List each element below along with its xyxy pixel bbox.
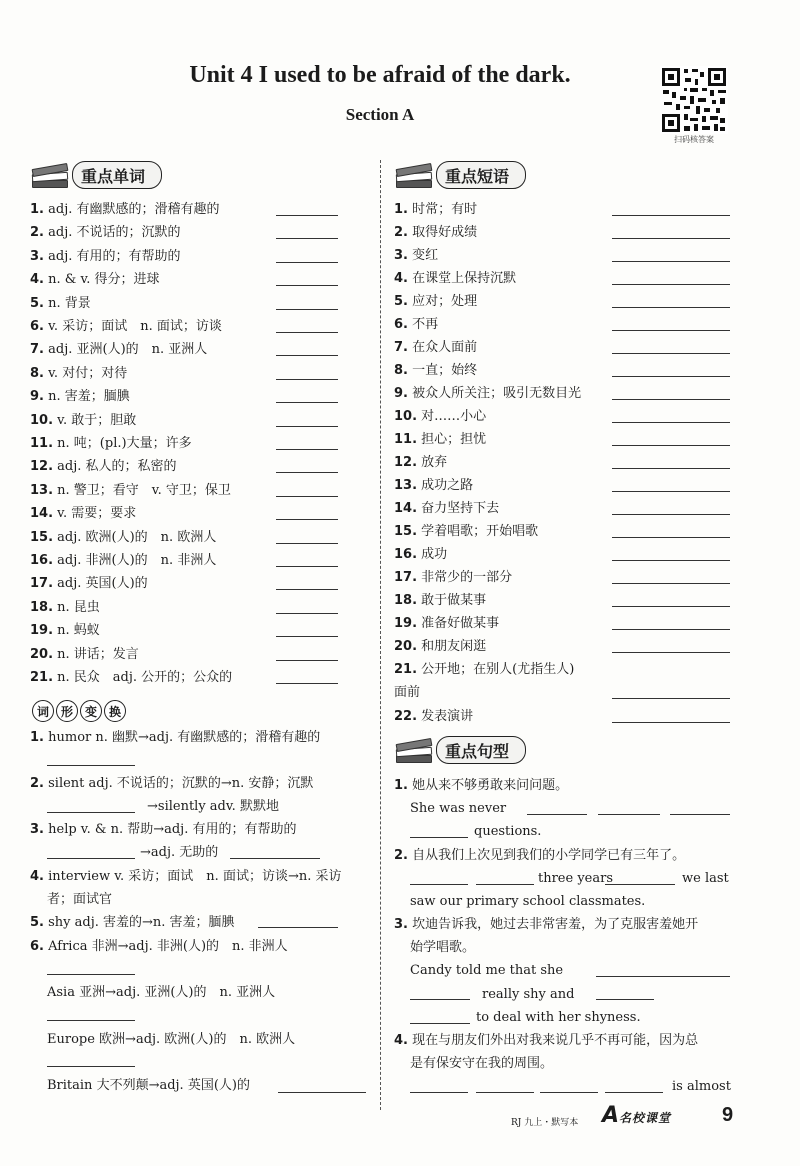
phrase-item-number: 19. — [394, 616, 418, 631]
phrase-item-number: 20. — [394, 639, 418, 654]
word-form-line-text: 者；面试官 — [47, 892, 113, 907]
phrase-item — [394, 475, 473, 497]
phrase-item-number: 17. — [394, 570, 418, 585]
phrase-item-number: 7. — [394, 340, 408, 355]
vocab-item-text: adj. 有用的；有帮助的 — [48, 248, 181, 264]
phrase-item-text: 应对；处理 — [412, 294, 478, 309]
vocab-item — [30, 293, 91, 315]
vocab-item — [30, 527, 216, 549]
sentence-line — [410, 1053, 553, 1075]
answer-blank[interactable] — [612, 583, 730, 584]
word-form-line — [147, 796, 279, 818]
vocab-item-number: 3. — [30, 248, 44, 264]
vocab-item-text: adj. 不说话的；沉默的 — [48, 225, 181, 241]
phrase-item-number: 14. — [394, 501, 418, 516]
answer-blank[interactable] — [612, 491, 730, 492]
sentences-header-label: 重点句型 — [436, 736, 526, 764]
vocab-item-text: adj. 英国(人)的 — [57, 576, 148, 592]
answer-blank[interactable] — [410, 837, 468, 838]
answer-blank[interactable] — [612, 215, 730, 216]
vocab-item-number: 15. — [30, 529, 54, 545]
phrase-item-text: 取得好成绩 — [412, 225, 478, 240]
answer-blank[interactable] — [410, 1092, 468, 1093]
page-title: Unit 4 I used to be afraid of the dark. — [189, 62, 571, 88]
answer-blank[interactable] — [598, 814, 660, 815]
sentence-line — [410, 960, 563, 982]
sentence-line-number: 4. — [394, 1033, 408, 1048]
sentence-line — [394, 845, 685, 867]
vocab-item-number: 17. — [30, 576, 54, 592]
sentence-line-text: questions. — [474, 824, 542, 839]
sentence-line-text: is almost — [672, 1079, 731, 1094]
answer-blank[interactable] — [596, 999, 654, 1000]
word-form-line-number: 2. — [30, 776, 44, 791]
phrase-item-number: 4. — [394, 271, 408, 286]
answer-blank[interactable] — [612, 330, 730, 331]
sentence-line — [394, 914, 698, 936]
sentence-line — [672, 1076, 731, 1098]
column-divider — [380, 160, 381, 1110]
vocab-item — [30, 339, 207, 361]
phrase-item-number: 8. — [394, 363, 408, 378]
sentence-line-text: 坎迪告诉我，她过去非常害羞，为了克服害羞她开 — [412, 917, 699, 932]
answer-blank[interactable] — [612, 629, 730, 630]
vocab-item — [30, 269, 160, 291]
answer-blank[interactable] — [276, 543, 338, 544]
phrase-item-text: 和朋友闲逛 — [421, 639, 487, 654]
answer-blank[interactable] — [410, 1023, 470, 1024]
phrase-item — [394, 268, 516, 290]
word-form-line-number: 5. — [30, 915, 44, 930]
vocab-item-number: 8. — [30, 365, 44, 381]
answer-blank[interactable] — [276, 449, 338, 450]
answer-blank[interactable] — [612, 376, 730, 377]
answer-blank[interactable] — [258, 927, 338, 928]
word-form-line — [47, 1029, 295, 1051]
sentence-line-number: 1. — [394, 778, 408, 793]
answer-blank[interactable] — [276, 566, 338, 567]
phrase-item-text: 放弃 — [421, 455, 448, 470]
answer-blank[interactable] — [276, 355, 338, 356]
word-forms-tag-char: 变 — [80, 700, 102, 722]
answer-blank[interactable] — [276, 636, 338, 637]
answer-blank[interactable] — [276, 285, 338, 286]
sentence-line — [538, 868, 613, 890]
vocab-item-text: n. 讲话；发言 — [57, 646, 139, 662]
word-forms-tag-char: 词 — [32, 700, 54, 722]
vocab-item-number: 4. — [30, 272, 44, 288]
vocab-item-text: adj. 私人的；私密的 — [57, 459, 177, 475]
word-form-line — [30, 727, 320, 749]
footer-edition: RJ 九上・默写本 — [511, 1118, 579, 1128]
phrase-item-number: 10. — [394, 409, 418, 424]
phrase-item-number: 18. — [394, 593, 418, 608]
sentence-line-text: Candy told me that she — [410, 963, 564, 978]
vocab-item-text: n. 害羞；腼腆 — [48, 389, 130, 405]
vocab-item-text: n. & v. 得分；进球 — [48, 272, 160, 288]
answer-blank[interactable] — [276, 589, 338, 590]
word-form-line-number: 3. — [30, 822, 44, 837]
answer-blank[interactable] — [276, 613, 338, 614]
books-icon — [394, 162, 434, 188]
vocab-item-number: 7. — [30, 342, 44, 358]
phrase-item-text: 发表演讲 — [421, 709, 474, 724]
answer-blank[interactable] — [276, 379, 338, 380]
sentence-line — [410, 937, 475, 959]
vocab-item-number: 9. — [30, 389, 44, 405]
word-form-line-text: shy adj. 害羞的→n. 害羞；腼腆 — [48, 915, 235, 930]
phrase-item-text: 敢于做某事 — [421, 593, 487, 608]
phrase-item — [394, 706, 473, 728]
vocab-item — [30, 222, 181, 244]
sentence-line-text: 始学唱歌。 — [410, 940, 476, 955]
word-forms-tag-char: 形 — [56, 700, 78, 722]
phrase-item — [394, 521, 538, 543]
phrase-item-number: 21. — [394, 662, 418, 677]
word-form-line-text: Asia 亚洲→adj. 亚洲(人)的 n. 亚洲人 — [47, 985, 276, 1000]
vocab-item-text: adj. 亚洲(人)的 n. 亚洲人 — [48, 342, 208, 358]
vocab-item — [30, 199, 220, 221]
phrase-item-number: 12. — [394, 455, 418, 470]
phrase-item-text: 在众人面前 — [412, 340, 478, 355]
brand-logo-text: 名校课堂 — [619, 1111, 672, 1125]
vocab-header — [30, 160, 162, 190]
phrase-item — [394, 567, 512, 589]
vocab-item-number: 12. — [30, 459, 54, 475]
answer-blank[interactable] — [47, 812, 135, 813]
vocab-item — [30, 503, 136, 525]
phrase-item — [394, 314, 438, 336]
phrase-item-text: 时常；有时 — [412, 202, 478, 217]
brand-logo — [602, 1103, 671, 1128]
phrase-item-number: 2. — [394, 225, 408, 240]
answer-blank[interactable] — [278, 1092, 366, 1093]
word-form-line — [140, 842, 218, 864]
answer-blank[interactable] — [276, 309, 338, 310]
phrase-item — [394, 544, 447, 566]
vocab-item — [30, 620, 100, 642]
answer-blank[interactable] — [670, 814, 730, 815]
answer-blank[interactable] — [612, 353, 730, 354]
sentence-line-text: 她从来不够勇敢来问问题。 — [412, 778, 569, 793]
sentence-line — [394, 1030, 698, 1052]
phrase-item-text: 成功之路 — [421, 478, 474, 493]
sentence-line-number: 3. — [394, 917, 408, 932]
answer-blank[interactable] — [276, 215, 338, 216]
sentence-line — [682, 868, 729, 890]
vocab-item — [30, 410, 136, 432]
phrase-item-text: 公开地；在别人(尤指生人) — [421, 662, 575, 677]
answer-blank[interactable] — [47, 858, 135, 859]
phrase-item — [394, 613, 499, 635]
vocab-item-text: v. 敢于；胆敢 — [57, 412, 137, 428]
vocab-item — [30, 363, 127, 385]
answer-blank[interactable] — [276, 519, 338, 520]
page-number: 9 — [722, 1104, 734, 1126]
sentence-line-number: 2. — [394, 848, 408, 863]
word-form-line-text: Europe 欧洲→adj. 欧洲(人)的 n. 欧洲人 — [47, 1032, 296, 1047]
answer-blank[interactable] — [612, 514, 730, 515]
sentence-line-text: She was never — [410, 801, 507, 816]
vocab-item-number: 2. — [30, 225, 44, 241]
vocab-item-text: v. 需要；要求 — [57, 506, 137, 522]
phrase-item-number: 9. — [394, 386, 408, 401]
books-icon — [30, 162, 70, 188]
answer-blank[interactable] — [612, 606, 730, 607]
vocab-item — [30, 550, 216, 572]
answer-blank[interactable] — [605, 1092, 663, 1093]
vocab-item-text: n. 昆虫 — [57, 599, 100, 615]
answer-blank[interactable] — [276, 332, 338, 333]
sentence-line — [410, 891, 645, 913]
word-form-line-number: 6. — [30, 939, 44, 954]
word-forms-tag-char: 换 — [104, 700, 126, 722]
answer-blank[interactable] — [612, 698, 730, 699]
phrase-item-text: 成功 — [421, 547, 448, 562]
phrases-header — [394, 160, 526, 190]
word-form-line-text: humor n. 幽默→adj. 有幽默感的；滑稽有趣的 — [48, 730, 321, 745]
brand-logo-letter: A — [602, 1103, 620, 1128]
answer-blank[interactable] — [612, 284, 730, 285]
word-form-line-number: 1. — [30, 730, 44, 745]
word-forms-tag — [32, 700, 126, 722]
section-subtitle: Section A — [345, 105, 415, 124]
phrases-header-label: 重点短语 — [436, 161, 526, 189]
vocab-item-text: n. 民众 adj. 公开的；公众的 — [57, 670, 233, 685]
phrase-item — [394, 245, 438, 267]
vocab-item-number: 10. — [30, 412, 54, 428]
phrase-item-number: 22. — [394, 709, 418, 724]
word-form-line-text: Africa 非洲→adj. 非洲(人)的 n. 非洲人 — [48, 939, 288, 954]
phrase-item — [394, 406, 486, 428]
vocab-item-text: adj. 欧洲(人)的 n. 欧洲人 — [57, 529, 217, 545]
vocab-item — [30, 573, 148, 595]
answer-blank[interactable] — [605, 884, 675, 885]
word-form-line — [30, 819, 296, 841]
vocab-item-text: n. 警卫；看守 v. 守卫；保卫 — [57, 482, 231, 498]
answer-blank[interactable] — [47, 1066, 135, 1067]
phrase-item-number: 13. — [394, 478, 418, 493]
sentence-line-text: to deal with her shyness. — [476, 1010, 641, 1025]
vocab-item — [30, 316, 222, 338]
sentence-line-text: we last — [682, 871, 729, 886]
phrase-item-text: 准备好做某事 — [421, 616, 500, 631]
vocab-item-number: 20. — [30, 646, 54, 662]
phrase-item — [394, 222, 477, 244]
answer-blank[interactable] — [612, 537, 730, 538]
phrase-item-text: 面前 — [394, 685, 421, 700]
answer-blank[interactable] — [612, 560, 730, 561]
answer-blank[interactable] — [612, 422, 730, 423]
vocab-item — [30, 433, 192, 455]
answer-blank[interactable] — [612, 307, 730, 308]
answer-blank[interactable] — [612, 722, 730, 723]
vocab-item-text: n. 背景 — [48, 295, 91, 311]
answer-blank[interactable] — [276, 426, 338, 427]
phrase-item — [394, 337, 477, 359]
answer-blank[interactable] — [612, 399, 730, 400]
word-form-line — [30, 773, 313, 795]
sentence-line-text: really shy and — [482, 987, 575, 1002]
sentence-line — [410, 798, 506, 820]
answer-blank[interactable] — [476, 884, 534, 885]
qr-code-icon[interactable] — [660, 66, 728, 134]
word-form-line — [47, 982, 275, 1004]
answer-blank[interactable] — [612, 261, 730, 262]
vocab-item — [30, 644, 139, 666]
sentence-line-text: three years — [538, 871, 614, 886]
vocab-item-number: 14. — [30, 506, 54, 522]
phrase-item-text: 一直；始终 — [412, 363, 478, 378]
answer-blank[interactable] — [612, 445, 730, 446]
answer-blank[interactable] — [47, 1020, 135, 1021]
answer-blank[interactable] — [612, 652, 730, 653]
sentences-header — [394, 735, 526, 765]
sentence-line-text: 现在与朋友们外出对我来说几乎不再可能，因为总 — [412, 1033, 699, 1048]
vocab-item-number: 1. — [30, 202, 44, 217]
answer-blank[interactable] — [410, 999, 470, 1000]
vocab-item — [30, 456, 177, 478]
phrase-item-text: 被众人所关注；吸引无数目光 — [412, 386, 582, 401]
phrase-item — [394, 659, 574, 681]
word-form-line — [30, 936, 288, 958]
word-form-line-text: →adj. 无助的 — [140, 845, 219, 860]
phrase-item — [394, 682, 420, 704]
phrase-item — [394, 498, 499, 520]
vocab-item-text: v. 采访；面试 n. 面试；访谈 — [48, 319, 222, 334]
vocab-item — [30, 597, 100, 619]
vocab-item-text: adj. 非洲(人)的 n. 非洲人 — [57, 553, 217, 568]
phrase-item-number: 1. — [394, 202, 408, 217]
phrase-item-text: 学着唱歌；开始唱歌 — [421, 524, 539, 539]
vocab-header-label: 重点单词 — [72, 161, 162, 189]
vocab-item-number: 19. — [30, 623, 54, 639]
word-form-line — [47, 889, 112, 911]
answer-blank[interactable] — [276, 683, 338, 684]
answer-blank[interactable] — [47, 974, 135, 975]
vocab-item — [30, 667, 232, 689]
phrase-item — [394, 429, 486, 451]
phrase-item — [394, 452, 447, 474]
phrase-item-number: 3. — [394, 248, 408, 263]
books-icon — [394, 737, 434, 763]
vocab-item-number: 21. — [30, 670, 54, 685]
sentence-line-text: saw our primary school classmates. — [410, 894, 646, 909]
word-form-line — [47, 1075, 250, 1097]
vocab-item-text: n. 吨；(pl.)大量；许多 — [57, 436, 192, 451]
vocab-item-text: v. 对付；对待 — [48, 365, 128, 381]
answer-blank[interactable] — [47, 765, 135, 766]
answer-blank[interactable] — [230, 858, 320, 859]
word-form-line — [30, 912, 235, 934]
vocab-item — [30, 480, 231, 502]
vocab-item-text: adj. 有幽默感的；滑稽有趣的 — [48, 202, 220, 217]
phrase-item-text: 在课堂上保持沉默 — [412, 271, 517, 286]
vocab-item-text: n. 蚂蚁 — [57, 623, 100, 639]
vocab-item-number: 16. — [30, 553, 54, 568]
phrase-item — [394, 360, 477, 382]
answer-blank[interactable] — [276, 238, 338, 239]
answer-blank[interactable] — [527, 814, 587, 815]
vocab-item-number: 6. — [30, 319, 44, 334]
phrase-item-text: 担心；担忧 — [421, 432, 487, 447]
vocab-item-number: 18. — [30, 599, 54, 615]
answer-blank[interactable] — [276, 472, 338, 473]
sentence-line — [476, 1007, 641, 1029]
vocab-item — [30, 386, 130, 408]
sentence-line — [474, 821, 541, 843]
answer-blank[interactable] — [476, 1092, 534, 1093]
answer-blank[interactable] — [276, 496, 338, 497]
phrase-item — [394, 291, 477, 313]
phrase-item-number: 6. — [394, 317, 408, 332]
word-form-line-text: silent adj. 不说话的；沉默的→n. 安静；沉默 — [48, 776, 314, 791]
answer-blank[interactable] — [276, 402, 338, 403]
vocab-item-number: 11. — [30, 436, 54, 451]
vocab-item-number: 13. — [30, 482, 54, 498]
answer-blank[interactable] — [540, 1092, 598, 1093]
sentence-line — [394, 775, 568, 797]
phrase-item-text: 变红 — [412, 248, 439, 263]
word-form-line-text: Britain 大不列颠→adj. 英国(人)的 — [47, 1078, 250, 1093]
word-form-line — [30, 866, 341, 888]
answer-blank[interactable] — [276, 660, 338, 661]
answer-blank[interactable] — [276, 262, 338, 263]
phrase-item-text: 非常少的一部分 — [421, 570, 513, 585]
sentence-line-text: 是有保安守在我的周围。 — [410, 1056, 554, 1071]
phrase-item-text: 奋力坚持下去 — [421, 501, 500, 516]
phrase-item-number: 15. — [394, 524, 418, 539]
phrase-item — [394, 199, 477, 221]
phrase-item — [394, 383, 581, 405]
word-form-line-number: 4. — [30, 869, 44, 884]
vocab-item — [30, 246, 181, 268]
answer-blank[interactable] — [410, 884, 468, 885]
phrase-item-number: 11. — [394, 432, 418, 447]
sentence-line-text: 自从我们上次见到我们的小学同学已有三年了。 — [412, 848, 686, 863]
phrase-item-number: 5. — [394, 294, 408, 309]
answer-blank[interactable] — [612, 238, 730, 239]
vocab-item-number: 5. — [30, 295, 44, 311]
word-form-line-text: help v. & n. 帮助→adj. 有用的；有帮助的 — [48, 822, 297, 837]
phrase-item-text: 对……小心 — [421, 409, 487, 424]
qr-caption: 扫码核答案 — [674, 135, 714, 144]
phrase-item — [394, 590, 486, 612]
answer-blank[interactable] — [596, 976, 730, 977]
phrase-item-number: 16. — [394, 547, 418, 562]
word-form-line-text: →silently adv. 默默地 — [147, 799, 279, 814]
phrase-item-text: 不再 — [412, 317, 439, 332]
phrase-item — [394, 636, 486, 658]
answer-blank[interactable] — [612, 468, 730, 469]
word-form-line-text: interview v. 采访；面试 n. 面试；访谈→n. 采访 — [48, 869, 342, 884]
sentence-line — [482, 984, 574, 1006]
